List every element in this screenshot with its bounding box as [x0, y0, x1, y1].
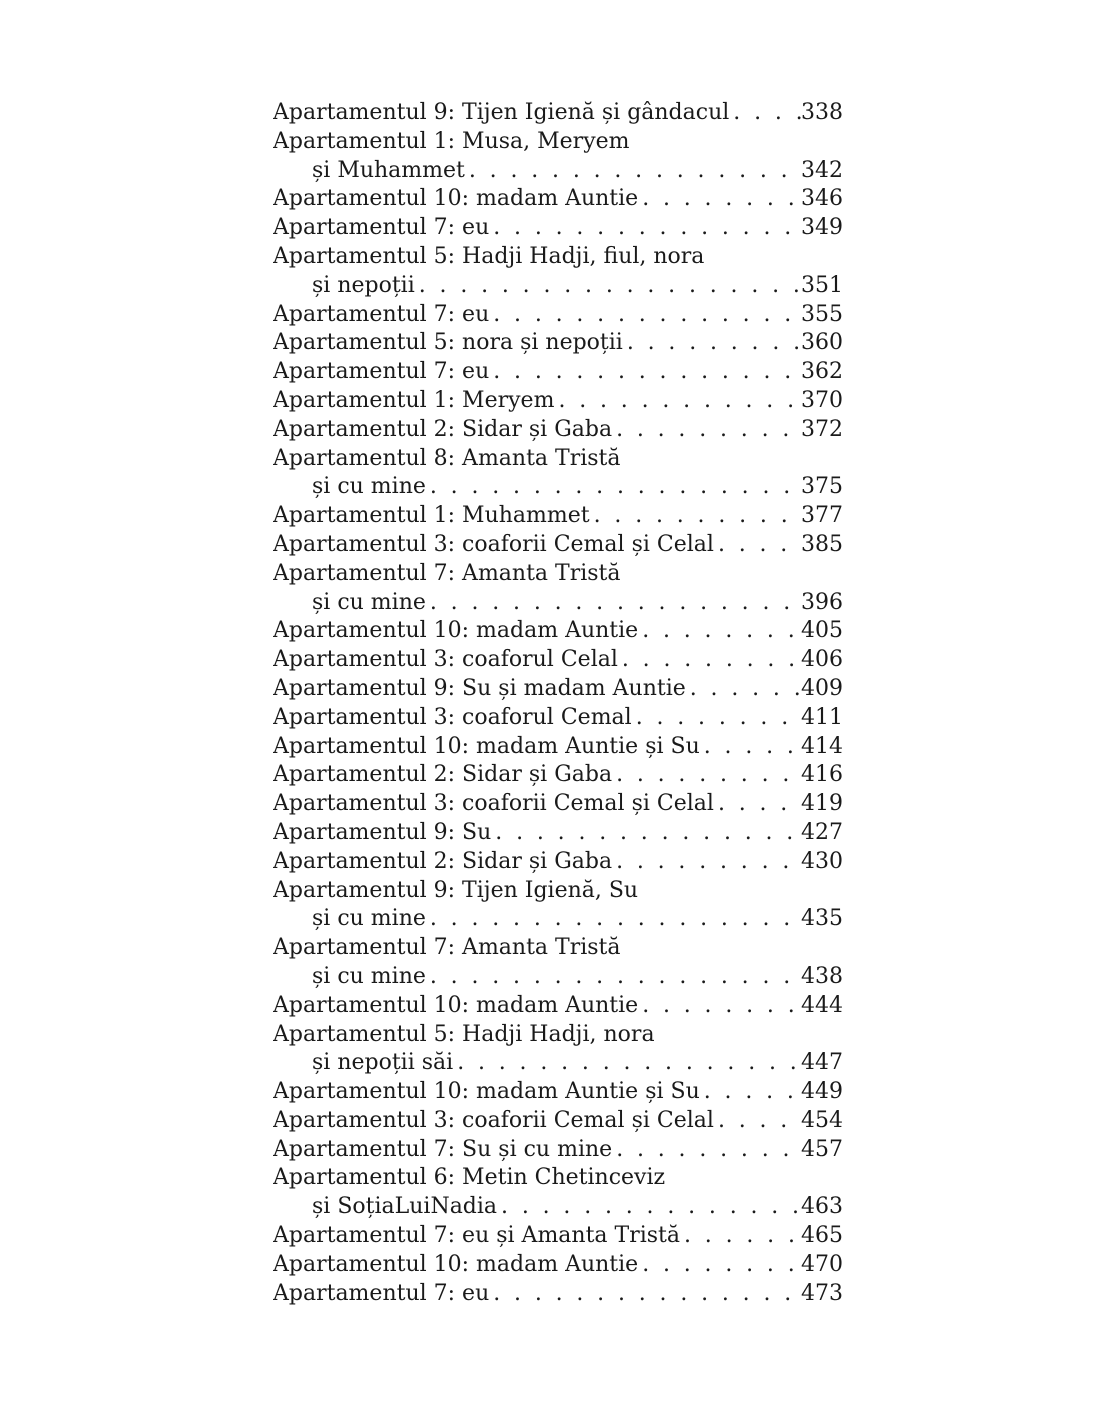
toc-page-number: 419 — [801, 791, 843, 817]
toc-entry-line — [273, 617, 843, 646]
toc-entry-line — [273, 790, 843, 819]
toc-entry-line — [273, 502, 843, 531]
toc-entry-title: Apartamentul 1: Muhammet — [273, 503, 590, 529]
dot-leader — [700, 1078, 801, 1107]
toc-entry-title: Apartamentul 10: madam Auntie — [273, 618, 639, 644]
toc-entry-title: și nepoții — [312, 272, 415, 298]
toc-entry-title: și cu mine — [312, 589, 426, 615]
toc-entry-title: și Muhammet — [312, 157, 465, 183]
toc-page-number: 470 — [801, 1251, 843, 1277]
toc-entry-line — [273, 963, 843, 992]
toc-entry-title: Apartamentul 3: coaforul Cemal — [273, 704, 632, 730]
toc-page-number: 473 — [801, 1280, 843, 1306]
toc-entry-line — [273, 387, 843, 416]
dot-leader — [714, 531, 801, 560]
toc-entry-title: Apartamentul 5: nora și nepoții — [273, 330, 623, 356]
toc-entry-line — [273, 704, 843, 733]
toc-entry-line — [273, 733, 843, 762]
toc-page-number: 409 — [801, 675, 843, 701]
dot-leader — [612, 1136, 801, 1165]
toc-entry-title: Apartamentul 7: eu și Amanta Tristă — [273, 1223, 681, 1249]
toc-entry-title: Apartamentul 9: Tijen Igienă, Su — [273, 877, 639, 903]
dot-leader — [700, 733, 801, 762]
dot-leader — [680, 1222, 801, 1251]
toc-entry-line — [273, 531, 843, 560]
toc-page-number: 360 — [801, 330, 843, 356]
toc-page-number: 457 — [801, 1136, 843, 1162]
toc-page-number: 449 — [801, 1079, 843, 1105]
toc-page-number: 411 — [801, 704, 843, 730]
dot-leader — [714, 790, 801, 819]
toc-entry-title: și nepoții săi — [312, 1050, 454, 1076]
dot-leader — [590, 502, 801, 531]
toc-entry-line — [273, 1021, 843, 1050]
toc-entry-title: Apartamentul 10: madam Auntie — [273, 992, 639, 1018]
dot-leader — [415, 272, 801, 301]
toc-entry-title: Apartamentul 5: Hadji Hadji, fiul, nora — [273, 243, 705, 269]
toc-entry-line — [273, 1251, 843, 1280]
toc-page-number: 338 — [801, 100, 843, 125]
dot-leader — [465, 157, 801, 186]
toc-entry-line — [273, 560, 843, 589]
toc-entry-line — [273, 819, 843, 848]
toc-entry-title: Apartamentul 5: Hadji Hadji, nora — [273, 1021, 655, 1047]
toc-entry-title: Apartamentul 10: madam Auntie și Su — [273, 1079, 700, 1105]
toc-page-number: 465 — [801, 1223, 843, 1249]
dot-leader — [729, 99, 801, 128]
table-of-contents — [273, 99, 843, 1308]
toc-entry-title: Apartamentul 7: eu — [273, 215, 490, 241]
toc-entry-line — [273, 1164, 843, 1193]
dot-leader — [612, 416, 801, 445]
toc-entry-line — [273, 589, 843, 618]
toc-entry-line — [273, 1222, 843, 1251]
dot-leader — [686, 675, 801, 704]
toc-page-number: 414 — [801, 733, 843, 759]
toc-entry-line — [273, 128, 843, 157]
toc-entry-title: Apartamentul 9: Tijen Igienă și gândacul — [273, 100, 730, 125]
toc-page-number: 454 — [801, 1107, 843, 1133]
dot-leader — [632, 704, 801, 733]
dot-leader — [489, 1280, 801, 1309]
toc-page-number: 430 — [801, 848, 843, 874]
toc-page-number: 396 — [801, 589, 843, 615]
toc-entry-title: Apartamentul 1: Musa, Meryem — [273, 128, 630, 154]
toc-entry-title: Apartamentul 3: coaforii Cemal și Celal — [273, 1107, 714, 1133]
toc-entry-title: și SoțiaLuiNadia — [312, 1194, 498, 1220]
toc-entry-line — [273, 243, 843, 272]
toc-entry-line — [273, 761, 843, 790]
toc-entry-line — [273, 1136, 843, 1165]
dot-leader — [612, 848, 801, 877]
toc-entry-title: Apartamentul 7: eu — [273, 1280, 490, 1306]
toc-entry-title: Apartamentul 2: Sidar și Gaba — [273, 416, 613, 442]
toc-entry-title: Apartamentul 7: Amanta Tristă — [273, 935, 621, 961]
toc-entry-title: Apartamentul 7: eu — [273, 359, 490, 385]
toc-entry-line — [273, 157, 843, 186]
toc-entry-line — [273, 473, 843, 502]
toc-entry-line — [273, 329, 843, 358]
toc-entry-line — [273, 934, 843, 963]
dot-leader — [426, 963, 801, 992]
toc-entry-line — [273, 301, 843, 330]
toc-page-number: 370 — [801, 387, 843, 413]
dot-leader — [618, 646, 801, 675]
dot-leader — [426, 589, 801, 618]
dot-leader — [489, 358, 801, 387]
toc-page-number: 377 — [801, 503, 843, 529]
toc-entry-title: Apartamentul 10: madam Auntie — [273, 1251, 639, 1277]
dot-leader — [426, 905, 801, 934]
toc-entry-line — [273, 445, 843, 474]
toc-entry-title: Apartamentul 7: Amanta Tristă — [273, 560, 621, 586]
toc-entry-title: și cu mine — [312, 906, 426, 932]
toc-entry-line — [273, 416, 843, 445]
toc-page-number: 372 — [801, 416, 843, 442]
toc-entry-title: Apartamentul 8: Amanta Tristă — [273, 445, 621, 471]
toc-page-number: 349 — [801, 215, 843, 241]
toc-entry-line — [273, 1193, 843, 1222]
toc-entry-title: Apartamentul 7: Su și cu mine — [273, 1136, 613, 1162]
dot-leader — [426, 473, 801, 502]
dot-leader — [612, 761, 801, 790]
toc-entry-title: Apartamentul 9: Su — [273, 819, 492, 845]
dot-leader — [554, 387, 801, 416]
toc-entry-line — [273, 185, 843, 214]
toc-page-number: 427 — [801, 819, 843, 845]
toc-entry-title: Apartamentul 7: eu — [273, 301, 490, 327]
toc-entry-line — [273, 992, 843, 1021]
toc-entry-line — [273, 646, 843, 675]
toc-entry-title: și cu mine — [312, 474, 426, 500]
toc-page-number: 447 — [801, 1050, 843, 1076]
toc-entry-line — [273, 848, 843, 877]
toc-entry-title: Apartamentul 9: Su și madam Auntie — [273, 675, 686, 701]
dot-leader — [638, 185, 801, 214]
toc-page-number: 444 — [801, 992, 843, 1018]
toc-entry-line — [273, 1078, 843, 1107]
toc-entry-line — [273, 905, 843, 934]
toc-page-number: 342 — [801, 157, 843, 183]
toc-page-number: 362 — [801, 359, 843, 385]
toc-entry-title: Apartamentul 10: madam Auntie și Su — [273, 733, 700, 759]
toc-entry-title: Apartamentul 1: Meryem — [273, 387, 555, 413]
toc-entry-line — [273, 99, 843, 128]
toc-page-number: 405 — [801, 618, 843, 644]
toc-page-number: 375 — [801, 474, 843, 500]
dot-leader — [497, 1193, 801, 1222]
toc-page-number: 385 — [801, 531, 843, 557]
toc-page-number: 438 — [801, 963, 843, 989]
dot-leader — [453, 1049, 801, 1078]
dot-leader — [638, 617, 801, 646]
toc-entry-title: Apartamentul 3: coaforii Cemal și Celal — [273, 531, 714, 557]
dot-leader — [623, 329, 801, 358]
toc-page-number: 406 — [801, 647, 843, 673]
dot-leader — [714, 1107, 801, 1136]
toc-page-number: 416 — [801, 762, 843, 788]
toc-entry-title: Apartamentul 3: coaforii Cemal și Celal — [273, 791, 714, 817]
toc-entry-title: și cu mine — [312, 963, 426, 989]
toc-page-number: 435 — [801, 906, 843, 932]
toc-page-number: 351 — [801, 272, 843, 298]
toc-entry-title: Apartamentul 10: madam Auntie — [273, 186, 639, 212]
toc-entry-title: Apartamentul 2: Sidar și Gaba — [273, 848, 613, 874]
toc-entry-line — [273, 214, 843, 243]
toc-entry-title: Apartamentul 6: Metin Chetinceviz — [273, 1165, 666, 1191]
toc-entry-line — [273, 877, 843, 906]
toc-entry-line — [273, 1107, 843, 1136]
toc-entry-line — [273, 675, 843, 704]
dot-leader — [638, 1251, 801, 1280]
toc-page-number: 463 — [801, 1194, 843, 1220]
toc-page-number: 346 — [801, 186, 843, 212]
dot-leader — [489, 214, 801, 243]
toc-entry-title: Apartamentul 2: Sidar și Gaba — [273, 762, 613, 788]
toc-entry-line — [273, 358, 843, 387]
toc-page-number: 355 — [801, 301, 843, 327]
toc-entry-line — [273, 272, 843, 301]
toc-entry-line — [273, 1280, 843, 1309]
toc-entry-line — [273, 1049, 843, 1078]
toc-entry-title: Apartamentul 3: coaforul Celal — [273, 647, 618, 673]
dot-leader — [638, 992, 801, 1021]
dot-leader — [489, 301, 801, 330]
dot-leader — [491, 819, 801, 848]
